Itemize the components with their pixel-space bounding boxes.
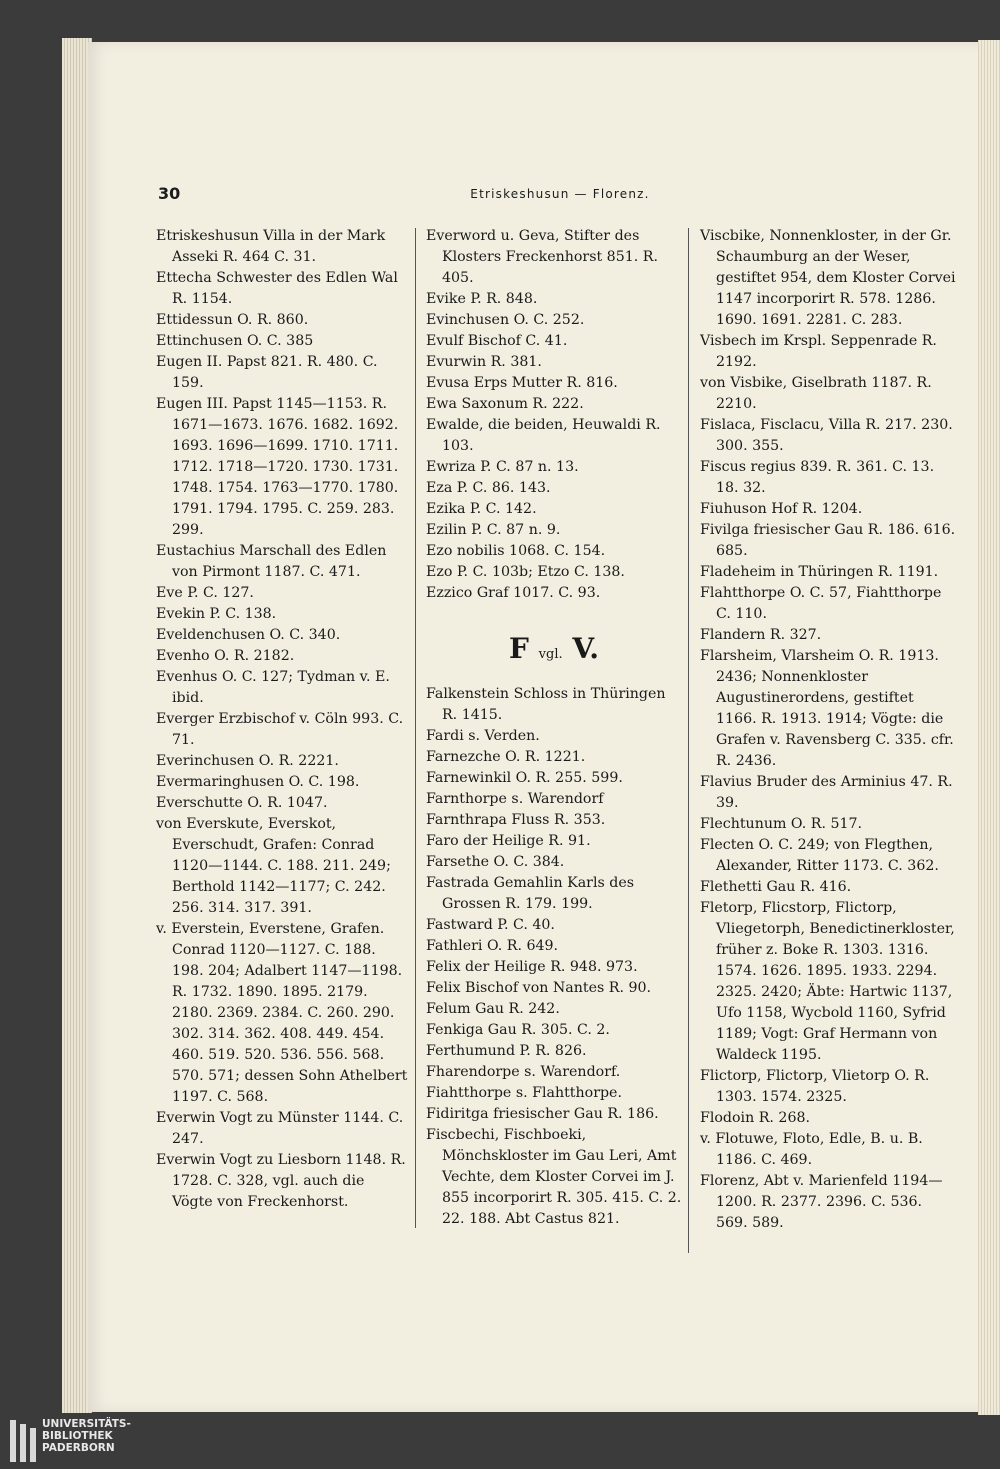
- index-entry: Flecten O. C. 249; von Flegthen, Alexander, Ritter 1173. C. 362.: [700, 837, 939, 874]
- index-entry: Evekin P. C. 138.: [156, 606, 277, 622]
- section-ref: V.: [572, 632, 599, 665]
- index-entry: Ezilin P. C. 87 n. 9.: [426, 522, 561, 538]
- index-entry: v. Everstein, Everstene, Grafen. Conrad 1120—1127. C. 188. 198. 204; Adalbert 1147—1198. R. 1732. 1890. 1895. 2179. 2180. 2369. 2384. C. 260. 290. 302. 314. 362. 408. 449. 454. 460. 519. 520. 536. 556. 568. 570. 571; dessen Sohn Athelbert 1197. C. 568.: [156, 921, 408, 1105]
- index-entry: Flictorp, Flictorp, Vlietorp O. R. 1303. 1574. 2325.: [700, 1068, 930, 1105]
- running-head: Etriskeshusun — Florenz.: [470, 187, 650, 201]
- index-entry: Everger Erzbischof v. Cöln 993. C. 71.: [156, 711, 404, 748]
- index-entry: Fladeheim in Thüringen R. 1191.: [700, 564, 939, 580]
- index-entry: Fastrada Gemahlin Karls des Grossen R. 179. 199.: [426, 875, 635, 912]
- index-entry: Farnezche O. R. 1221.: [426, 749, 586, 765]
- index-entry: Everword u. Geva, Stifter des Klosters Freckenhorst 851. R. 405.: [426, 228, 658, 286]
- index-entry: Visbech im Krspl. Seppenrade R. 2192.: [700, 333, 937, 370]
- index-entry: Ferthumund P. R. 826.: [426, 1043, 587, 1059]
- index-entry: Ezo P. C. 103b; Etzo C. 138.: [426, 564, 625, 580]
- column-1: [156, 226, 408, 1213]
- index-entry: Fardi s. Verden.: [426, 728, 540, 744]
- index-entry: Fastward P. C. 40.: [426, 917, 555, 933]
- section-letter: F: [509, 632, 529, 665]
- page-stack-right: [978, 40, 1000, 1415]
- index-entry: Ewriza P. C. 87 n. 13.: [426, 459, 579, 475]
- library-logo: [10, 1418, 131, 1462]
- index-entry: von Everskute, Everskot, Everschudt, Grafen: Conrad 1120—1144. C. 188. 211. 249; Berthold 1142—1177; C. 242. 256. 314. 317. 391.: [156, 816, 391, 916]
- index-entry: Fivilga friesischer Gau R. 186. 616. 685.: [700, 522, 956, 559]
- index-entry: Ezika P. C. 142.: [426, 501, 537, 517]
- index-entry: Eveldenchusen O. C. 340.: [156, 627, 341, 643]
- index-entry: Viscbike, Nonnenkloster, in der Gr. Schaumburg an der Weser, gestiftet 954, dem Kloster Corvei 1147 incorporirt R. 578. 1286. 1690. 1691. 2281. C. 283.: [700, 228, 956, 328]
- index-entry: Evinchusen O. C. 252.: [426, 312, 585, 328]
- index-entry: Evusa Erps Mutter R. 816.: [426, 375, 618, 391]
- index-entry: Evenho O. R. 2182.: [156, 648, 295, 664]
- index-entry: Fharendorpe s. Warendorf.: [426, 1064, 621, 1080]
- index-entry: Ezzico Graf 1017. C. 93.: [426, 585, 601, 601]
- index-entry: Fislaca, Fisclacu, Villa R. 217. 230. 300. 355.: [700, 417, 953, 454]
- index-entry: Everinchusen O. R. 2221.: [156, 753, 339, 769]
- index-entry: Eza P. C. 86. 143.: [426, 480, 551, 496]
- column-rule-2: [688, 228, 689, 1253]
- section-heading-f: [426, 632, 682, 672]
- index-entry: Faro der Heilige R. 91.: [426, 833, 591, 849]
- index-entry: Flethetti Gau R. 416.: [700, 879, 852, 895]
- index-entry: Flechtunum O. R. 517.: [700, 816, 863, 832]
- index-entry: Etriskeshusun Villa in der Mark Asseki R. 464 C. 31.: [156, 228, 386, 265]
- index-entry: Fiuhuson Hof R. 1204.: [700, 501, 863, 517]
- index-entry: Evermaringhusen O. C. 198.: [156, 774, 360, 790]
- library-logo-icon: [10, 1420, 36, 1462]
- index-entry: Ettidessun O. R. 860.: [156, 312, 309, 328]
- index-entry: Ewa Saxonum R. 222.: [426, 396, 584, 412]
- column-rule-1: [415, 228, 416, 1228]
- column-2: [426, 226, 682, 1230]
- index-entry: Ettinchusen O. C. 385: [156, 333, 314, 349]
- index-entry: Flavius Bruder des Arminius 47. R. 39.: [700, 774, 953, 811]
- page-number: 30: [158, 184, 181, 203]
- library-logo-text: [42, 1418, 131, 1454]
- index-entry: Evike P. R. 848.: [426, 291, 538, 307]
- index-entry: Ewalde, die beiden, Heuwaldi R. 103.: [426, 417, 661, 454]
- column-3: [700, 226, 958, 1234]
- index-entry: Everwin Vogt zu Münster 1144. C. 247.: [156, 1110, 404, 1147]
- index-entry: Eugen III. Papst 1145—1153. R. 1671—1673. 1676. 1682. 1692. 1693. 1696—1699. 1710. 1711. 1712. 1718—1720. 1730. 1731. 1748. 1754. 1763—1770. 1780. 1791. 1794. 1795. C. 259. 283. 299.: [156, 396, 399, 538]
- index-entry: Eve P. C. 127.: [156, 585, 254, 601]
- index-entry: Eugen II. Papst 821. R. 480. C. 159.: [156, 354, 378, 391]
- index-entry: Everwin Vogt zu Liesborn 1148. R. 1728. C. 328, vgl. auch die Vögte von Freckenhorst.: [156, 1152, 406, 1210]
- index-entry: Fletorp, Flicstorp, Flictorp, Vliegetorph, Benedictinerkloster, früher z. Boke R. 1303. 1316. 1574. 1626. 1895. 1933. 2294. 2325. 2420; Äbte: Hartwic 1137, Ufo 1158, Wycbold 1160, Syfrid 1189; Vogt: Graf Hermann von Waldeck 1195.: [700, 900, 955, 1063]
- index-entry: Fiahtthorpe s. Flahtthorpe.: [426, 1085, 622, 1101]
- index-entry: Farnewinkil O. R. 255. 599.: [426, 770, 623, 786]
- index-entry: Farnthorpe s. Warendorf: [426, 791, 604, 807]
- index-entry: Flandern R. 327.: [700, 627, 822, 643]
- index-entry: von Visbike, Giselbrath 1187. R. 2210.: [700, 375, 932, 412]
- index-entry: Falkenstein Schloss in Thüringen R. 1415.: [426, 686, 666, 723]
- section-vgl: vgl.: [538, 647, 563, 662]
- index-entry: Evurwin R. 381.: [426, 354, 542, 370]
- index-entry: Fathleri O. R. 649.: [426, 938, 559, 954]
- logo-line-3: PADERBORN: [42, 1442, 115, 1454]
- index-entry: Flodoin R. 268.: [700, 1110, 811, 1126]
- index-entry: Ettecha Schwester des Edlen Wal R. 1154.: [156, 270, 398, 307]
- index-entry: Fenkiga Gau R. 305. C. 2.: [426, 1022, 610, 1038]
- index-entry: Farsethe O. C. 384.: [426, 854, 565, 870]
- index-entry: Flarsheim, Vlarsheim O. R. 1913. 2436; Nonnenkloster Augustinerordens, gestiftet 1166. R. 1913. 1914; Vögte: die Grafen v. Ravensberg C. 335. cfr. R. 2436.: [700, 648, 954, 769]
- index-entry: Felix der Heilige R. 948. 973.: [426, 959, 638, 975]
- index-entry: Florenz, Abt v. Marienfeld 1194—1200. R. 2377. 2396. C. 536. 569. 589.: [700, 1173, 943, 1231]
- index-entry: Evenhus O. C. 127; Tydman v. E. ibid.: [156, 669, 390, 706]
- index-entry: Fiscus regius 839. R. 361. C. 13. 18. 32.: [700, 459, 935, 496]
- index-entry: Everschutte O. R. 1047.: [156, 795, 328, 811]
- index-entry: Felum Gau R. 242.: [426, 1001, 560, 1017]
- index-entry: Felix Bischof von Nantes R. 90.: [426, 980, 652, 996]
- index-entry: v. Flotuwe, Floto, Edle, B. u. B. 1186. C. 469.: [700, 1131, 923, 1168]
- index-entry: Eustachius Marschall des Edlen von Pirmont 1187. C. 471.: [156, 543, 387, 580]
- index-entry: Farnthrapa Fluss R. 353.: [426, 812, 606, 828]
- index-entry: Fidiritga friesischer Gau R. 186.: [426, 1106, 659, 1122]
- index-entry: Flahtthorpe O. C. 57, Fiahtthorpe C. 110.: [700, 585, 942, 622]
- index-entry: Evulf Bischof C. 41.: [426, 333, 568, 349]
- index-entry: Ezo nobilis 1068. C. 154.: [426, 543, 606, 559]
- index-entry: Fiscbechi, Fischboeki, Mönchskloster im Gau Leri, Amt Vechte, dem Kloster Corvei im J. 855 incorporirt R. 305. 415. C. 2. 22. 188. Abt Castus 821.: [426, 1127, 682, 1227]
- logo-line-2: BIBLIOTHEK: [42, 1430, 113, 1442]
- logo-line-1: UNIVERSITÄTS-: [42, 1418, 131, 1430]
